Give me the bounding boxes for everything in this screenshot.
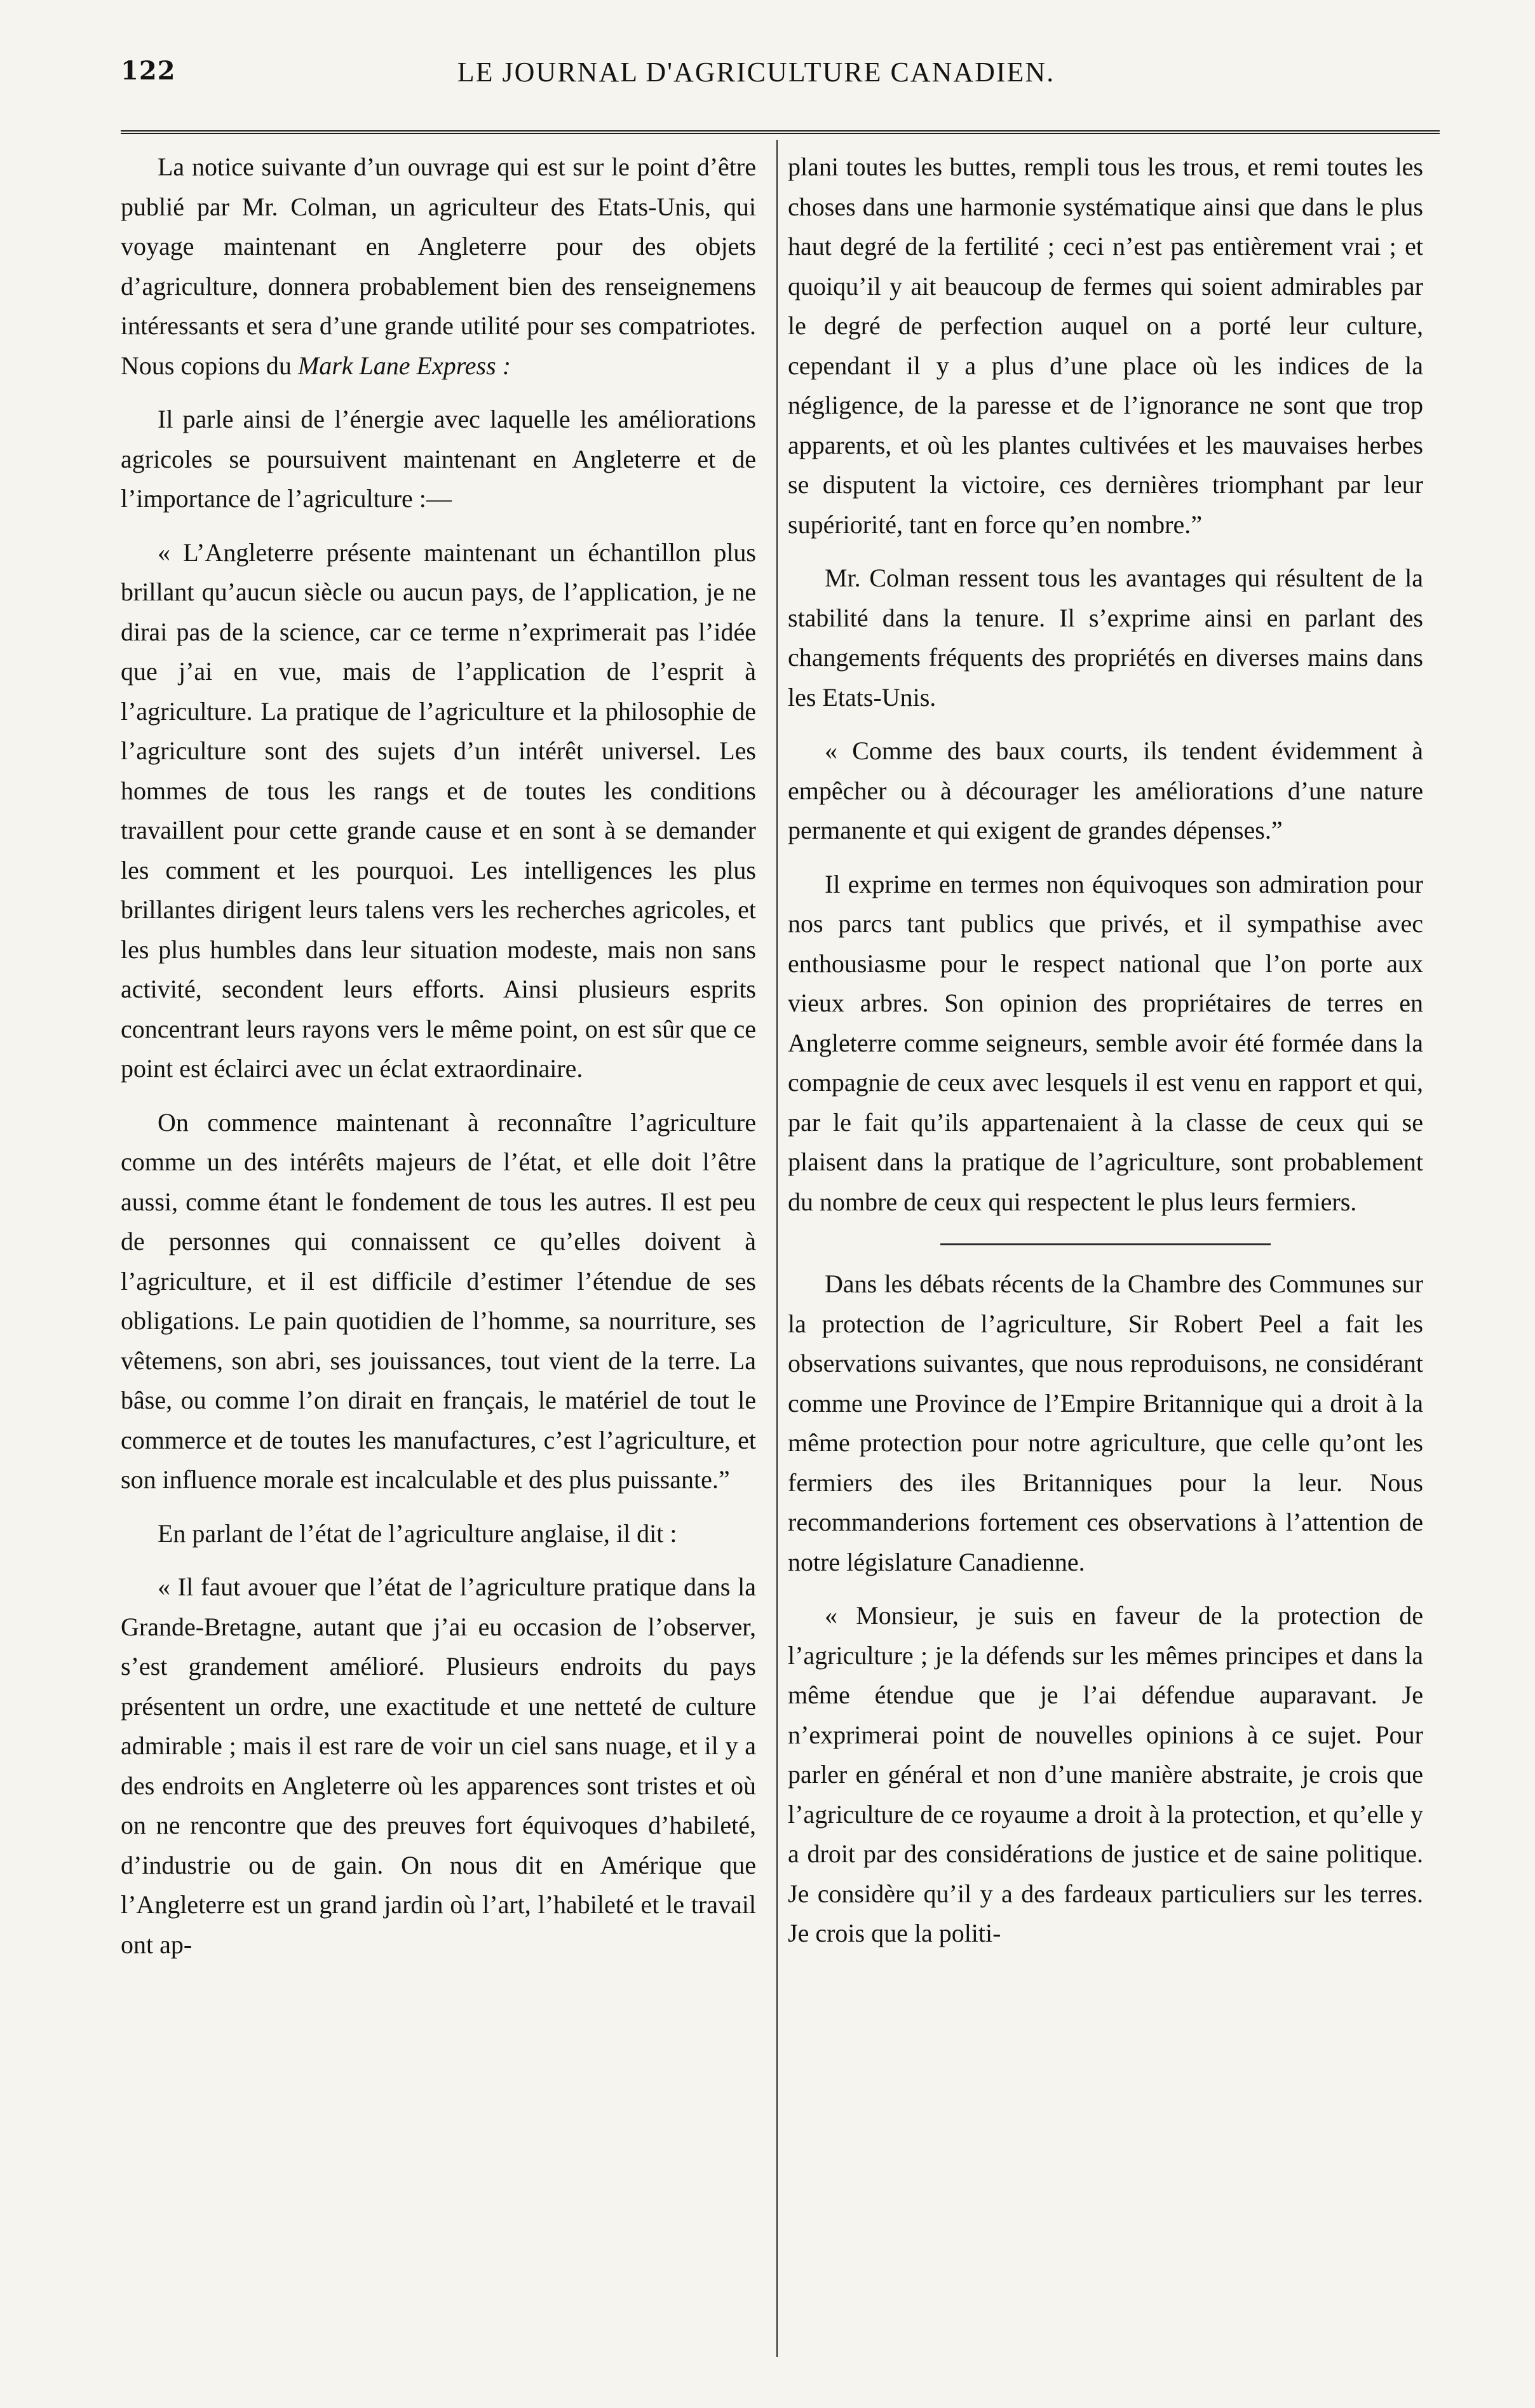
page-number: 122: [121, 56, 176, 86]
paragraph-quote-leases: « Comme des baux courts, ils tendent évidemment à empêcher ou à décourager les améliorations d’une nature permanente et qui exigent de grandes dépenses.”: [788, 736, 1423, 844]
header-rule: [121, 130, 1440, 134]
paragraph-continuation: plani toutes les buttes, rempli tous les trous, et remi toutes les choses dans une harmonie systématique ainsi que dans le plus haut degré de la fertilité ; ceci n’est pas entièrement vrai ; et quoiqu’il y ait beaucoup de fermes qui soient admirables par le degré de perfection auquel on a porté leur culture, cependant il y a plus d’une place où les indices de la négligence, de la paresse et de l’ignorance ne sont que trop apparents, et où les plantes cultivées et les mauvaises herbes se disputent la victoire, ces dernières triomphant par leur supériorité, tant en force qu’en nombre.”: [788, 152, 1423, 539]
paragraph-tenure: Mr. Colman ressent tous les avantages qui résultent de la stabilité dans la tenure. Il s’exprime ainsi en parlant des changements fréquents des propriétés en diverses mains dans les Etats-Unis.: [788, 564, 1423, 712]
paragraph-agriculture-interest: On commence maintenant à reconnaître l’agriculture comme un des intérêts majeurs de l’état, et elle doit l’être aussi, comme étant le fondement de tous les autres. Il est peu de personnes qui connaissent ce qu’elles doivent à l’agriculture, et il est difficile d’estimer l’étendue de ses obligations. Le pain quotidien de l’homme, sa nourriture, ses vêtemens, son abri, ses jouissances, tout vient de la terre. La bâse, ou comme l’on dirait en français, le matériel de tout le commerce et de toutes les manufactures, c’est l’agriculture, et son influence morale est incalculable et des plus puissante.”: [121, 1107, 756, 1494]
right-column: [788, 147, 1423, 1954]
paragraph-english-state: En parlant de l’état de l’agriculture anglaise, il dit :: [158, 1519, 677, 1548]
journal-title: LE JOURNAL D'AGRICULTURE CANADIEN.: [457, 57, 1055, 88]
section-divider: [940, 1243, 1271, 1245]
column-divider: [776, 140, 778, 2357]
paragraph-quote-great-britain: « Il faut avouer que l’état de l’agriculture pratique dans la Grande-Bretagne, autant que j’ai eu occasion de l’observer, s’est grandement amélioré. Plusieurs endroits du pays présentent un ordre, une exactitude et une netteté de culture admirable ; mais il est rare de voir un ciel sans nuage, et il y a des endroits en Angleterre où les apparences sont tristes et où on ne rencontre que des preuves fort équivoques d’habileté, d’industrie ou de gain. On nous dit en Amérique que l’Angleterre est un grand jardin où l’art, l’habileté et le travail ont ap-: [121, 1573, 756, 1959]
source-title: Mark Lane Express :: [297, 351, 511, 380]
paragraph-peel-quote: « Monsieur, je suis en faveur de la protection de l’agriculture ; je la défends sur les mêmes principes et dans la même étendue que je l’ai défendue auparavant. Je n’exprimerai point de nouvelles opinions à ce sujet. Pour parler en général et non d’une manière abstraite, je crois que l’agriculture de ce royaume a droit à la protection, et qu’elle y a droit par des considérations de justice et de saine politique. Je considère qu’il y a des fardeaux particuliers sur les terres. Je crois que la politi-: [788, 1601, 1423, 1947]
page-header: [121, 56, 1391, 100]
paragraph-intro-energy: Il parle ainsi de l’énergie avec laquelle les améliorations agricoles se poursuivent maintenant en Angleterre et de l’importance de l’agriculture :—: [121, 405, 756, 513]
paragraph-notice-text: La notice suivante d’un ouvrage qui est sur le point d’être publié par Mr. Colman, un agriculteur des Etats-Unis, qui voyage maintenant en Angleterre pour des objets d’agriculture, donnera probablement bien des renseignemens intéressants et sera d’une grande utilité pour ses compatriotes. Nous copions du: [121, 152, 756, 380]
paragraph-notice: [121, 147, 756, 386]
paragraph-peel-intro: Dans les débats récents de la Chambre des Communes sur la protection de l’agriculture, Sir Robert Peel a fait les observations suivantes, que nous reproduisons, ne considérant comme une Province de l’Empire Britannique qui a droit à la même protection pour notre agriculture, que celle qu’ont les fermiers des iles Britanniques pour la leur. Nous recommanderions fortement ces observations à l’attention de notre législature Canadienne.: [788, 1269, 1423, 1576]
paragraph-quote-england: « L’Angleterre présente maintenant un échantillon plus brillant qu’aucun siècle ou aucun pays, de l’application, je ne dirai pas de la science, car ce terme n’exprimerait pas l’idée que j’ai en vue, mais de l’application de l’esprit à l’agriculture. La pratique de l’agriculture et la philosophie de l’agriculture sont des sujets d’un intérêt universel. Les hommes de tous les rangs et de toutes les conditions travaillent pour cette grande cause et en sont à se demander les comment et les pourquoi. Les intelligences les plus brillantes dirigent leurs talens vers les recherches agricoles, et les plus humbles dans leur situation modeste, mais non sans activité, secondent leurs efforts. Ainsi plusieurs esprits concentrant leurs rayons vers le même point, on est sûr que ce point est éclairci avec un éclat extraordinaire.: [121, 538, 756, 1083]
paragraph-parks: Il exprime en termes non équivoques son admiration pour nos parcs tant publics que privés, et il sympathise avec enthousiasme pour le respect national que l’on porte aux vieux arbres. Son opinion des propriétaires de terres en Angleterre comme seigneurs, semble avoir été formée dans la compagnie de ceux avec lesquels il est venu en rapport et qui, par le fait qu’ils appartenaient à la classe de ceux qui se plaisent dans la pratique de l’agriculture, sont probablement du nombre de ceux qui respectent le plus leurs fermiers.: [788, 869, 1423, 1216]
left-column: [121, 147, 756, 1965]
